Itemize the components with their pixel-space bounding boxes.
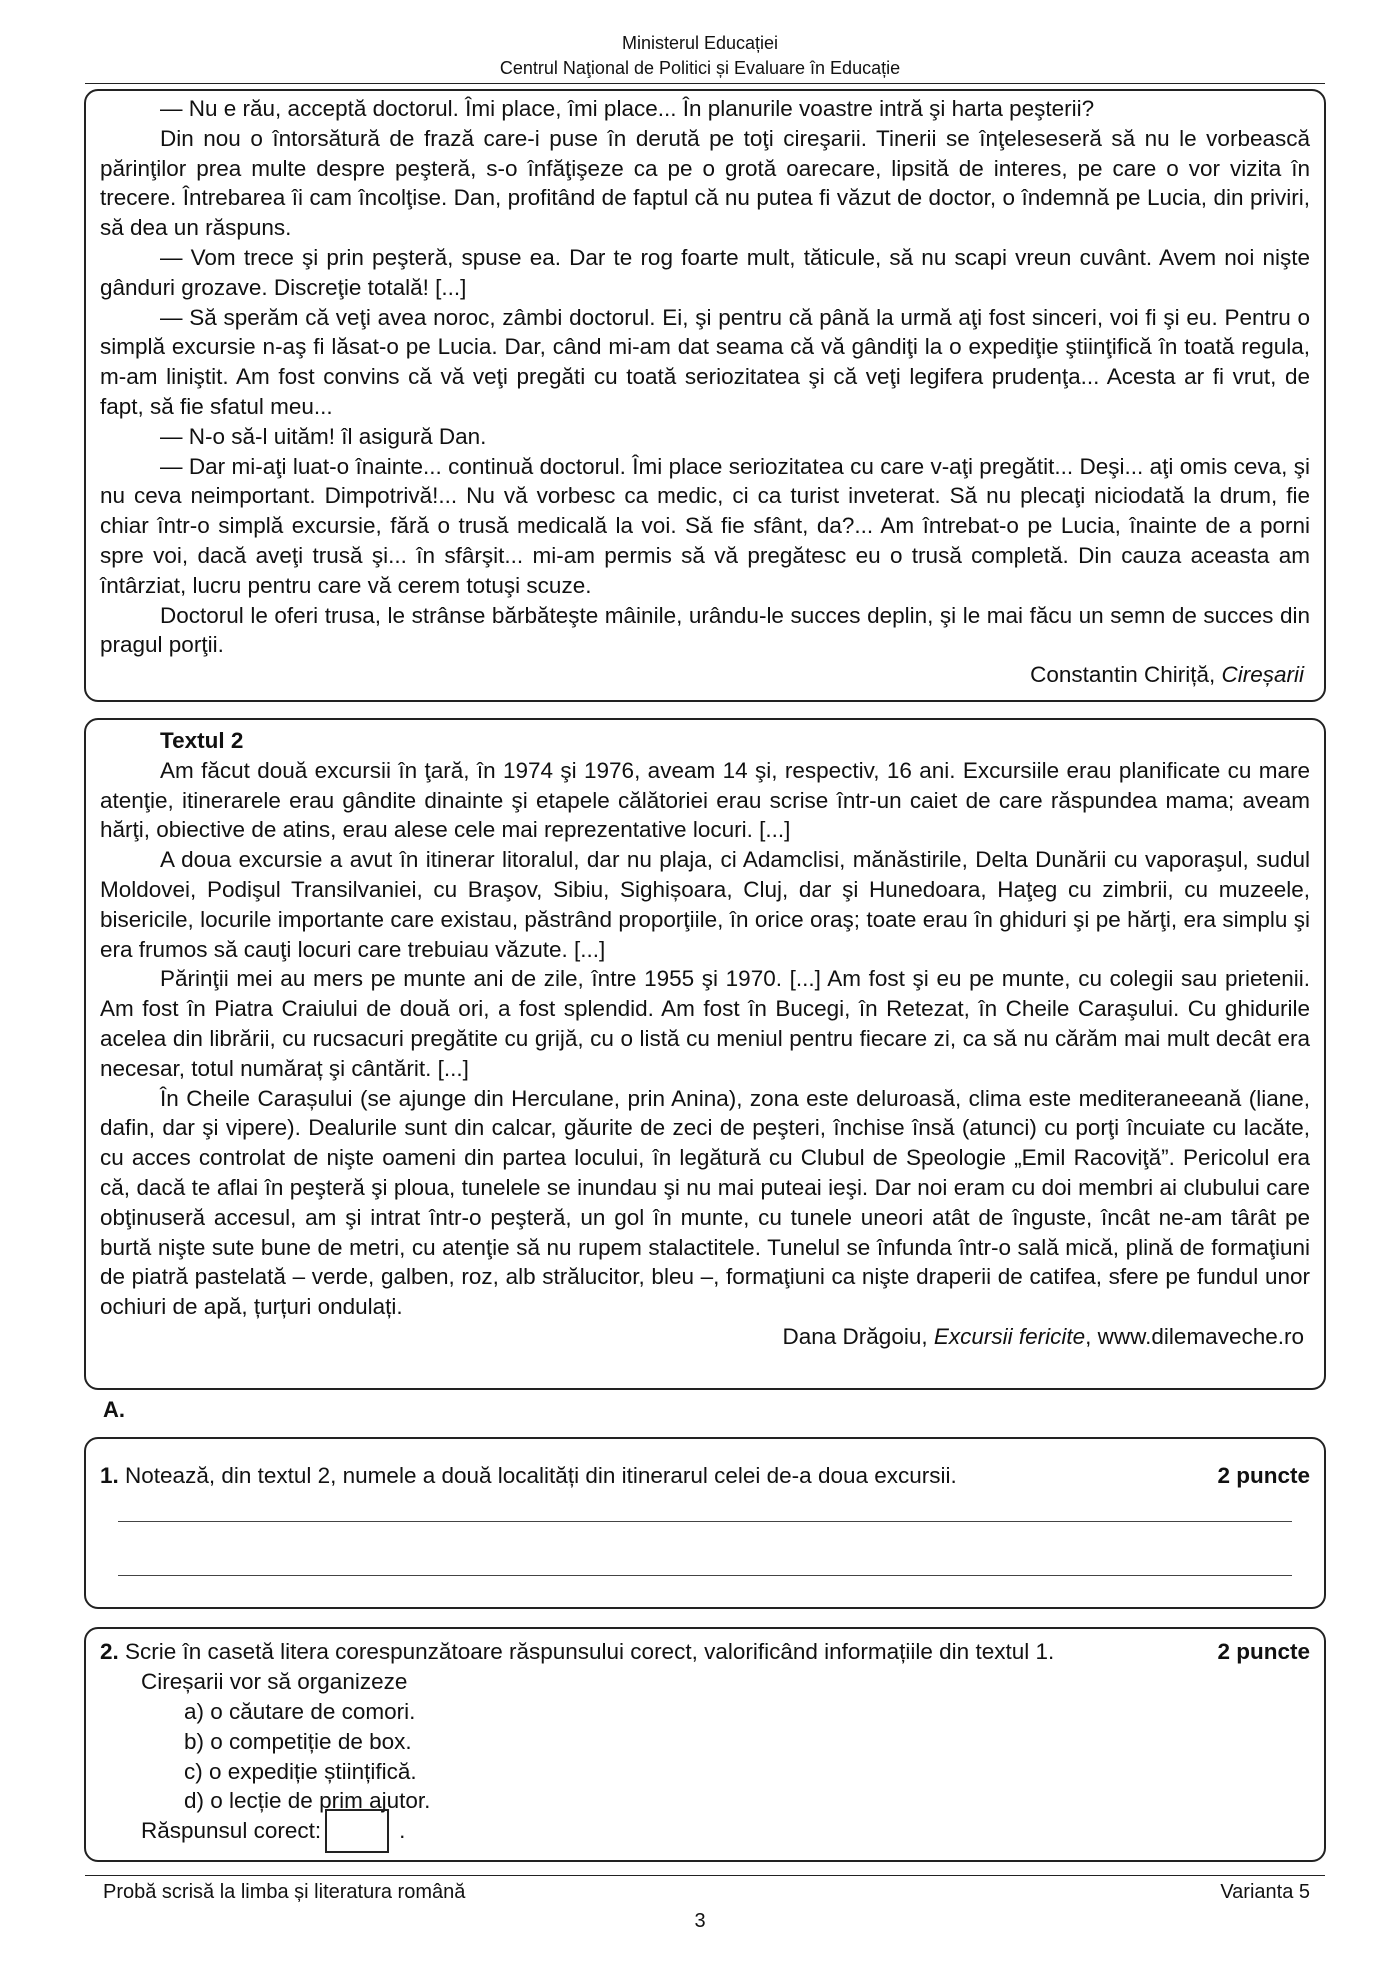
question2-box: [84, 1627, 1326, 1862]
section-a-label: A.: [103, 1397, 125, 1422]
question2-text: Scrie în casetă litera corespunzătoare răspunsului corect, valorificând informațiile din textul 1.: [125, 1639, 1055, 1664]
text2-title: Textul 2: [160, 728, 244, 753]
option-a[interactable]: a) o căutare de comori.: [184, 1699, 416, 1724]
answer-label: Răspunsul corect:: [141, 1818, 322, 1844]
text2-paragraph: În Cheile Carașului (se ajunge din Herculane, prin Anina), zona este deluroasă, clima este mediteraneeană (liane, dafin, dar şi vipere). Dealurile sunt din calcar, găurite de zeci de peşteri, închise însă (atunci) cu porţi încuiate cu lacăte, cu acces controlat de nişte oameni din partea locului, în legătură cu Clubul de Speologie „Emil Racoviţă”. Pericolul era că, dacă te aflai în peşteră şi ploua, tunelele se inundau şi nu mai puteai ieşi. Dar noi eram cu doi membri ai clubului care obţinuseră accesul, am şi intrat într-o peşteră, un gol în munte, cu tunele uneori atât de înguste, încât ne-am târât pe burtă nişte sute bune de metri, cu atenţie să nu rupem stalactitele. Tunelul se înfunda într-o sală mică, plină de formaţiuni de piatră pastelată – verde, galben, roz, alb strălucitor, bleu –, formaţiuni ca nişte draperii de catifea, sfere pe fundul unor ochiuri de apă, țurțuri ondulați.: [100, 1085, 1310, 1320]
text1-paragraph: — Să sperăm că veţi avea noroc, zâmbi doctorul. Ei, şi pentru că până la urmă aţi fost sinceri, voi fi şi eu. Pentru o simplă excursie n-aş fi lăsat-o pe Lucia. Dar, când mi-am dat seama că vă gândiţi la o expediţie ştiinţifică în toată regula, m-am liniştit. Am fost convins că vă veţi pregăti cu toată seriozitatea şi că veţi legifera prudenţa... Acesta ar fi vrut, de fapt, să fie sfatul meu...: [100, 304, 1310, 419]
text1-attribution: [100, 660, 1310, 690]
question2-points: 2 puncte: [1217, 1639, 1310, 1664]
option-c[interactable]: c) o expediție științifică.: [184, 1758, 417, 1784]
text1-paragraph: — Nu e rău, acceptă doctorul. Îmi place, îmi place... În planurile voastre intră şi harta peşterii?: [160, 96, 1095, 121]
text2-paragraph: A doua excursie a avut în itinerar litoralul, dar nu plaja, ci Adamclisi, mănăstirile, Delta Dunării cu vaporaşul, sudul Moldovei, Podişul Transilvaniei, cu Braşov, Sibiu, Sighișoara, Cluj, dar şi Hunedoara, Haţeg cu zimbrii, cu muzeele, bisericile, locurile importante care existau, păstrând proporţiile, în orice oraş; toate erau în ghiduri şi pe hărţi, era simplu şi era frumos să cauţi locuri care trebuiau văzute. [...]: [100, 847, 1310, 962]
question2-options: [184, 1697, 430, 1816]
question1-row: [100, 1461, 1310, 1491]
answer-line-2[interactable]: [118, 1575, 1292, 1576]
text1-paragraph: — Vom trece şi prin peşteră, spuse ea. Dar te rog foarte mult, tăticule, să nu scapi vreun cuvânt. Avem noi nişte gânduri grozave. Discreţie totală! [...]: [100, 244, 1310, 300]
text2-attribution: [100, 1322, 1310, 1352]
text1-box: [84, 89, 1326, 702]
text1-author: Constantin Chiriță,: [1030, 662, 1222, 688]
question2-number: 2.: [100, 1639, 119, 1664]
footer-exam-title: Probă scrisă la limba și literatura română: [103, 1881, 466, 1903]
question2-row: [100, 1637, 1310, 1667]
question1-number: 1.: [100, 1463, 119, 1488]
question2-stem: Cireșarii vor să organizeze: [141, 1669, 408, 1694]
option-b[interactable]: b) o competiție de box.: [184, 1728, 412, 1754]
question1-text: Notează, din textul 2, numele a două localități din itinerarul celei de-a doua excursii.: [125, 1463, 957, 1488]
text1-work: Cireșarii: [1221, 662, 1304, 688]
text2-box: [84, 718, 1326, 1390]
text1-paragraph: Din nou o întorsătură de frază care-i puse în derută pe toţi cireşarii. Tinerii se înţeleseseră să nu le vorbească părinţilor prea multe despre peşteră, s-o înfăţişeze ca pe o grotă oarecare, lipsită de interes, pe care o vor vizita în trecere. Întrebarea îi cam încolţise. Dan, profitând de faptul că nu putea fi văzut de doctor, o îndemnă pe Lucia, din priviri, să dea un răspuns.: [100, 125, 1310, 241]
text1-paragraph: — N-o să-l uităm! îl asigură Dan.: [160, 423, 487, 449]
header-center: Centrul Naţional de Politici și Evaluare în Educație: [499, 58, 901, 78]
header-divider: [85, 83, 1325, 84]
footer-divider: [85, 1875, 1325, 1876]
header-ministry: Ministerul Educației: [621, 33, 779, 53]
text2-paragraph: Am făcut două excursii în ţară, în 1974 şi 1976, aveam 14 şi, respectiv, 16 ani. Excursiile erau planificate cu mare atenţie, itinerarele erau gândite dinainte şi etapele călătoriei erau scrise într-un caiet de care răspundea mama; aveam hărţi, obiective de atins, erau alese cele mai reprezentative locuri. [...]: [100, 757, 1310, 843]
question1-points: 2 puncte: [1217, 1463, 1310, 1488]
footer-variant: Varianta 5: [1220, 1881, 1310, 1903]
text1-paragraph: Doctorul le oferi trusa, le strânse bărbăteşte mâinile, urându-le succes deplin, şi le mai făcu un semn de succes din pragul porţii.: [100, 602, 1310, 658]
question1-box: [84, 1437, 1326, 1609]
text2-work: Excursii fericite: [933, 1323, 1086, 1349]
answer-row: [141, 1809, 405, 1853]
text2-source: , www.dilemaveche.ro: [1085, 1323, 1304, 1349]
text2-body: [100, 726, 1310, 1352]
page-number: 3: [694, 1910, 706, 1932]
option-d[interactable]: d) o lecție de prim ajutor.: [184, 1788, 431, 1814]
text2-author: Dana Drăgoiu,: [782, 1323, 934, 1349]
text1-body: [100, 94, 1310, 690]
answer-end: .: [399, 1818, 406, 1844]
text1-paragraph: — Dar mi-aţi luat-o înainte... continuă doctorul. Îmi place seriozitatea cu care v-aţi pregătit... Deşi... aţi omis ceva, şi nu ceva neimportant. Dimpotrivă!... Nu vă vorbesc ca medic, ci ca turist inveterat. Să nu plecaţi niciodată la drum, fie chiar într-o simplă excursie, fără o trusă medicală la voi. Să fie sfânt, da?... Am întrebat-o pe Lucia, înainte de a porni spre voi, dacă aveţi trusă şi... în sfârşit... mi-am permis să vă pregătesc eu o trusă completă. Din cauza aceasta am întârziat, lucru pentru care vă cerem totuşi scuze.: [100, 453, 1310, 598]
answer-box[interactable]: [325, 1809, 389, 1853]
answer-line-1[interactable]: [118, 1521, 1292, 1522]
text2-paragraph: Părinţii mei au mers pe munte ani de zile, între 1955 şi 1970. [...] Am fost şi eu pe munte, cu colegii sau prietenii. Am fost în Piatra Craiului de două ori, a fost splendid. Am fost în Bucegi, în Retezat, în Cheile Caraşului. Cu ghidurile acelea din librării, cu rucsacuri pregătite cu grijă, cu o listă cu meniul pentru fiecare zi, ca să nu cărăm mai mult decât era necesar, totul număraț şi cântărit. [...]: [100, 966, 1310, 1081]
